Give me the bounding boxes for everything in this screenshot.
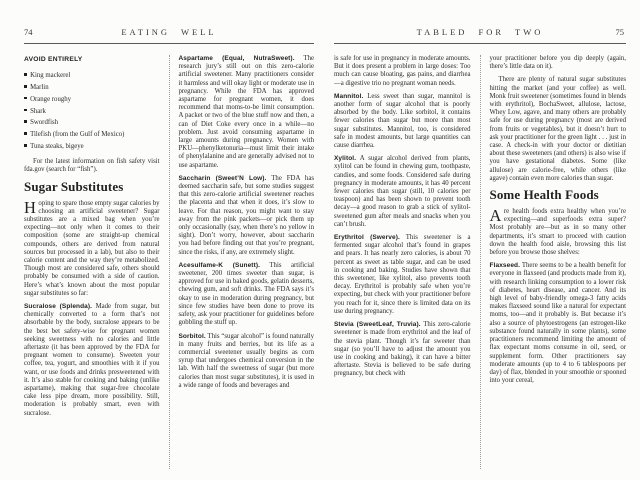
avoid-list xyxy=(24,72,160,151)
left-page-columns xyxy=(24,55,314,469)
entry-text: Made from sugar, but chemically converted to a form that’s not absorbable by the body, sucralose appears to be the best bet safety-wise for pregnant women seeking sweetness with no calories and little aftertaste (it has been approved by the FDA for pregnant women to consume). Sweeten your coffee, tea, yogurt, and smoothies with it if you want, or use foods and drinks presweetened with it. It’s also stable for cooking and baking (unlike aspartame), making that sugar-free chocolate cake less pipe dream, more possibility. Still, moderation is probably smart, even with sucralose. xyxy=(24,303,160,417)
continuation-paragraph: your practitioner before you dip deeply (again, there’s little data on it). xyxy=(489,55,626,71)
entry-stevia xyxy=(334,321,471,378)
page-75 xyxy=(320,0,640,480)
left-page-column-2 xyxy=(169,55,315,469)
left-page-column-1 xyxy=(24,55,169,469)
entry-saccharin xyxy=(179,175,315,257)
entry-lead: Xylitol. xyxy=(334,155,357,163)
entry-lead: Aspartame (Equal, NutraSweet). xyxy=(178,55,295,62)
some-health-foods-heading: Some Health Foods xyxy=(489,187,599,203)
square-bullet-icon xyxy=(24,73,27,76)
list-item-label: Tilefish (from the Gulf of Mexico) xyxy=(30,131,125,139)
entry-lead: Sorbitol. xyxy=(178,332,206,340)
square-bullet-icon xyxy=(24,144,27,147)
dropcap-letter: A xyxy=(489,206,502,226)
entry-xylitol xyxy=(334,155,471,229)
list-item-label: Shark xyxy=(30,107,46,115)
entry-lead: Stevia (SweetLeaf, Truvia). xyxy=(334,321,421,329)
entry-lead: Mannitol. xyxy=(334,92,364,100)
list-item xyxy=(24,84,160,92)
entry-sucralose xyxy=(24,303,160,418)
entry-text: This “sugar alcohol” is found naturally in many fruits and berries, but its life as a commercial sweetener usually begins as corn syrup that undergoes chemical conversion in the lab. With half the sweetness of sugar (but more calories than most sugar substitutes), it is used in a wide range of foods and beverages and xyxy=(178,332,314,389)
entry-erythritol xyxy=(334,234,471,316)
entry-text: Less sweet than sugar, mannitol is another form of sugar alcohol that is poorly absorbed by the body. Like sorbitol, it contains fewer calories than sugar but more than most sugar substitutes. Mannitol, too, is considered safe in modest amounts, but large quantities can cause diarrhea. xyxy=(334,92,471,150)
list-item xyxy=(24,119,160,127)
entry-text: The FDA has deemed saccharin safe, but some studies suggest that this zero-calorie artificial sweetener reaches the placenta and that when it does, it’s slow to leave. For that reason, you might want to stay away from the pink packets—or pick them up only occasionally (say, when there’s no yellow in sight). Don’t worry, however, about saccharin you had before finding out that you’re pregnant, since the risks, if any, are extremely slight. xyxy=(178,174,314,256)
page-header-right xyxy=(334,26,626,44)
right-page-column-1 xyxy=(334,55,480,469)
entry-text: This artificial sweetener, 200 times sweeter than sugar, is approved for use in baked goods, gelatin desserts, chewing gum, and soft drinks. The FDA says it’s okay to use in moderation during pregnancy, but since few studies have been done to prove its safety, ask your practitioner for guidelines before gobbling the stuff up. xyxy=(178,261,314,327)
entry-lead: Saccharin (Sweet’N Low). xyxy=(178,174,267,182)
entry-text: This zero-calorie sweetener is made from erythritol and the leaf of the stevia plant. Though it’s far sweeter than sugar (so you’ll have to adjust the amount you use in cooking and baking), it can have a bitter aftertaste. Stevia is believed to be safe during pregnancy, but check with xyxy=(334,321,471,378)
entry-acesulfame-k xyxy=(179,262,315,328)
page-number: 75 xyxy=(615,27,624,37)
entry-text: The research jury’s still out on this zero-calorie artificial sweetener. Many practitioners consider it harmless and will okay light or moderate use in pregnancy. While the FDA has approved aspartame for pregnant women, it does recommend that moms-to-be limit consumption. A packet or two of the blue stuff now and then, a can of Diet Coke every once in a while—no problem. Just avoid consuming aspartame in large amounts during pregnancy. Women with PKU—phenylketonuria—must limit their intake of phenylalanine and are generally advised not to use aspartame. xyxy=(178,55,314,169)
list-item xyxy=(24,131,160,139)
fish-safety-note: For the latest information on fish safety visit fda.gov (search for “fish”). xyxy=(24,158,160,174)
entry-lead: Sucralose (Splenda). xyxy=(24,303,93,311)
list-item-label: Swordfish xyxy=(30,119,59,127)
paragraph-text: re health foods extra healthy when you’re expecting—and superfoods extra super? Most probably are—but as in so many other departments, it’s smart to proceed with caution down the health food aisle, browsing this list before you browse those shelves: xyxy=(489,208,626,257)
running-head: EATING WELL xyxy=(121,27,217,37)
sugar-substitutes-intro-paragraph xyxy=(24,197,160,298)
square-bullet-icon xyxy=(24,109,27,112)
sugar-substitutes-heading: Sugar Substitutes xyxy=(24,178,124,194)
entry-flaxseed xyxy=(490,262,627,385)
entry-text: There seems to be a health benefit for everyone in flaxseed (and products made from it), with research linking consumption to a lower risk of diabetes, heart disease, and cancer. And its high level of baby-friendly omega-3 fatty acids makes flaxseed sound like a natural for expectant moms, too—and it probably is. But because it’s also a source of phytoestrogens (an estrogen-like substance found naturally in some plants), some practitioners recommend limiting the amount of flax expectant moms consume in oil, seed, or supplement form. Other practitioners say moderate amounts (up to 4 to 6 tablespoons per day) of flax, blended in your smoothie or spooned into your cereal, xyxy=(489,262,626,385)
page-number: 74 xyxy=(24,27,33,37)
entry-sorbitol xyxy=(179,333,315,390)
entry-mannitol xyxy=(334,93,471,150)
square-bullet-icon xyxy=(24,120,27,123)
entry-lead: Acesulfame-K (Sunett). xyxy=(178,261,261,269)
natural-substitutes-paragraph: There are plenty of natural sugar substitutes hitting the market (and your coffee) as well. Monk fruit sweetener (sometimes found in blends with erythritol), BochaSweet, allulose, lactose, Whey Low, agave, and many others are probably safe for use during pregnancy (most are derived from fruits or vegetables), but it doesn’t hurt to ask your practitioner for the green light . . . just in case. A check-in with your doctor or dietitian about these sweeteners (and others) is also wise if you have gestational diabetes. Some (like allulose) are calorie-free, while others (like agave) contain even more calories than sugar. xyxy=(489,76,626,182)
entry-text: This sweetener is a fermented sugar alcohol that’s found in grapes and pears. It has nearly zero calories, is about 70 percent as sweet as table sugar, and can be used in cooking and baking. Studies have shown that this sweetener, like xylitol, also prevents tooth decay. Erythritol is probably safe when you’re expecting, but check with your practitioner before you reach for it, since there is limited data on its use during pregnancy. xyxy=(334,234,471,315)
avoid-entirely-heading: AVOID ENTIRELY xyxy=(24,56,83,63)
list-item xyxy=(24,72,160,80)
entry-lead: Erythritol (Swerve). xyxy=(334,234,400,242)
list-item xyxy=(24,96,160,104)
entry-aspartame xyxy=(179,55,315,170)
right-page-column-2 xyxy=(480,55,627,469)
list-item xyxy=(24,143,160,151)
entry-text: A sugar alcohol derived from plants, xylitol can be found in chewing gum, toothpaste, candies, and some foods. Considered safe during pregnancy in moderate amounts, it has 40 percent fewer calories than sugar (still, 10 calories per teaspoon) and has been shown to prevent tooth decay—a good reason to grab a stick of xylitol-sweetened gum after meals and snacks when you can’t brush. xyxy=(334,155,471,228)
square-bullet-icon xyxy=(24,85,27,88)
health-foods-intro-paragraph xyxy=(490,208,627,257)
running-head: TABLED FOR TWO xyxy=(416,27,544,37)
right-page-columns xyxy=(334,55,626,469)
list-item xyxy=(24,108,160,116)
page-header-left xyxy=(24,26,314,44)
square-bullet-icon xyxy=(24,132,27,135)
entry-lead: Flaxseed. xyxy=(489,262,521,270)
list-item-label: King mackerel xyxy=(30,72,71,80)
list-item-label: Marlin xyxy=(30,84,49,91)
list-item-label: Tuna steaks, bigeye xyxy=(30,142,84,150)
square-bullet-icon xyxy=(24,97,27,100)
paragraph-text: oping to spare those empty sugar calories by choosing an artificial sweetener? Sugar substitutes are a mixed bag when you’re expecting—not only when it comes to their composition (some are straight-up chemical compounds, others are derived from natural sources but processed in a lab), but also to their calorie content and the way they’re metabolized. Though most are considered safe, others should probably be consumed with a side of caution. Here’s what’s known about the most popular sugar substitutes so far: xyxy=(24,199,160,297)
continuation-paragraph: is safe for use in pregnancy in moderate amounts. But it does present a problem in large doses: Too much can cause bloating, gas pains, and diarrhea—a digestive trio no pregnant woman needs. xyxy=(334,55,471,87)
list-item-label: Orange roughy xyxy=(30,95,72,103)
dropcap-letter: H xyxy=(24,197,36,217)
